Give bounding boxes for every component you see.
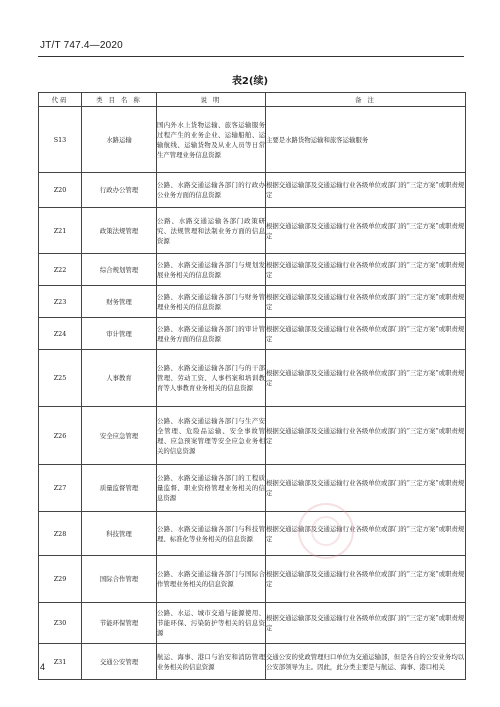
- row-code: Z28: [39, 512, 82, 556]
- row-name: 安全应急管理: [82, 407, 157, 465]
- row-code: Z29: [39, 556, 82, 603]
- row-description: 航运、海事、港口与治安和消防管理业务相关的信息资源: [157, 644, 266, 680]
- table-row: [39, 465, 466, 512]
- row-code: Z30: [39, 603, 82, 644]
- row-remarks: 根据交通运输部及交通运输行业各级单位或部门的“三定方案”或职责规定: [266, 407, 466, 465]
- row-description: 公路、水路交通运输各部门的行政办公业务方面的信息资源: [157, 173, 266, 208]
- table-row: [39, 318, 466, 350]
- row-remarks: 根据交通运输部及交通运输行业各级单位或部门的“三定方案”或职责规定: [266, 512, 466, 556]
- row-remarks: 根据交通运输部及交通运输行业各级单位或部门的“三定方案”或职责规定: [266, 603, 466, 644]
- row-name: 财务管理: [82, 286, 157, 318]
- row-description: 公路、水路交通运输各部门政策研究、法规管理和法制业务方面的信息资源: [157, 208, 266, 254]
- column-header-name: 类 目 名 称: [82, 93, 157, 107]
- table-row: [39, 603, 466, 644]
- row-name: 综合规划管理: [82, 254, 157, 286]
- row-description: 公路、水路交通运输各部门与国际合作管理业务相关的信息资源: [157, 556, 266, 603]
- standard-code: JT/T 747.4—2020: [40, 40, 123, 51]
- row-name: 质量监督管理: [82, 465, 157, 512]
- watermark-stamp: [298, 503, 354, 559]
- header-rule: [38, 56, 464, 57]
- table-row: [39, 107, 466, 173]
- row-description: 公路、水路交通运输各部门的审计管理业务方面的信息资源: [157, 318, 266, 350]
- row-description: 国内外水上货物运输、旅客运输服务过程产生的业务企业、运输船舶、运输航线、运输货物及从业人员等日常生产管理业务信息资源: [157, 107, 266, 173]
- row-remarks: 根据交通运输部及交通运输行业各级单位或部门的“三定方案”或职责规定: [266, 173, 466, 208]
- table-title: 表2(续): [231, 76, 269, 87]
- row-remarks: 根据交通运输部及交通运输行业各级单位或部门的“三定方案”或职责规定: [266, 208, 466, 254]
- row-remarks: 根据交通运输部及交通运输行业各级单位或部门的“三定方案”或职责规定: [266, 286, 466, 318]
- table-row: [39, 286, 466, 318]
- row-code: Z23: [39, 286, 82, 318]
- table-row: [39, 644, 466, 680]
- row-code: Z27: [39, 465, 82, 512]
- row-code: Z31: [39, 644, 82, 680]
- row-description: 公路、水运、城市交通与能源使用、节能环保、污染防护等相关的信息资源: [157, 603, 266, 644]
- classification-table: [38, 92, 466, 680]
- page-number: 4: [40, 662, 46, 672]
- table-row: [39, 350, 466, 407]
- row-description: 公路、水路交通运输各部门的工程质量监督、职业资格管理业务相关的信息资源: [157, 465, 266, 512]
- table-row: [39, 407, 466, 465]
- row-description: 公路、水路交通运输各部门与的干部管理、劳动工资、人事档案和培训教育等人事教育业务相关的信息资源: [157, 350, 266, 407]
- row-code: Z20: [39, 173, 82, 208]
- row-name: 交通公安管理: [82, 644, 157, 680]
- row-name: 科技管理: [82, 512, 157, 556]
- table-row: [39, 173, 466, 208]
- table-row: [39, 254, 466, 286]
- row-remarks: 根据交通运输部及交通运输行业各级单位或部门的“三定方案”或职责规定: [266, 254, 466, 286]
- table-row: [39, 556, 466, 603]
- row-remarks: 根据交通运输部及交通运输行业各级单位或部门的“三定方案”或职责规定: [266, 556, 466, 603]
- column-header-remarks: 备 注: [266, 93, 466, 107]
- row-remarks: 根据交通运输部及交通运输行业各级单位或部门的“三定方案”或职责规定: [266, 318, 466, 350]
- column-header-code: 代码: [39, 93, 82, 107]
- row-name: 节能环保管理: [82, 603, 157, 644]
- row-description: 公路、水路交通运输各部门与规划发展业务相关的信息资源: [157, 254, 266, 286]
- row-name: 水路运输: [82, 107, 157, 173]
- row-description: 公路、水路交通运输各部门与财务管理业务相关的信息资源: [157, 286, 266, 318]
- row-code: Z26: [39, 407, 82, 465]
- row-code: Z22: [39, 254, 82, 286]
- row-description: 公路、水路交通运输各部门与生产安全管理、危险品运输、安全事故管理、应急预案管理等安全应急业务相关的信息资源: [157, 407, 266, 465]
- row-remarks: 交通公安的党政管理归口单位为交通运输部，但是各自的公安业务均以公安部领导为主。因此，此分类主要是与航运、海事、港口相关: [266, 644, 466, 680]
- row-code: Z24: [39, 318, 82, 350]
- row-name: 行政办公管理: [82, 173, 157, 208]
- row-code: S13: [39, 107, 82, 173]
- table-row: [39, 208, 466, 254]
- table-header-row: [39, 93, 466, 107]
- row-remarks: 主要是水路货物运输和旅客运输服务: [266, 107, 466, 173]
- row-remarks: 根据交通运输部及交通运输行业各级单位或部门的“三定方案”或职责规定: [266, 350, 466, 407]
- column-header-description: 说 明: [157, 93, 266, 107]
- row-remarks: 根据交通运输部及交通运输行业各级单位或部门的“三定方案”或职责规定: [266, 465, 466, 512]
- row-name: 审计管理: [82, 318, 157, 350]
- row-name: 人事教育: [82, 350, 157, 407]
- row-description: 公路、水路交通运输各部门与科技管理、标准化等业务相关的信息资源: [157, 512, 266, 556]
- table-row: [39, 512, 466, 556]
- row-name: 政策法规管理: [82, 208, 157, 254]
- row-name: 国际合作管理: [82, 556, 157, 603]
- row-code: Z21: [39, 208, 82, 254]
- row-code: Z25: [39, 350, 82, 407]
